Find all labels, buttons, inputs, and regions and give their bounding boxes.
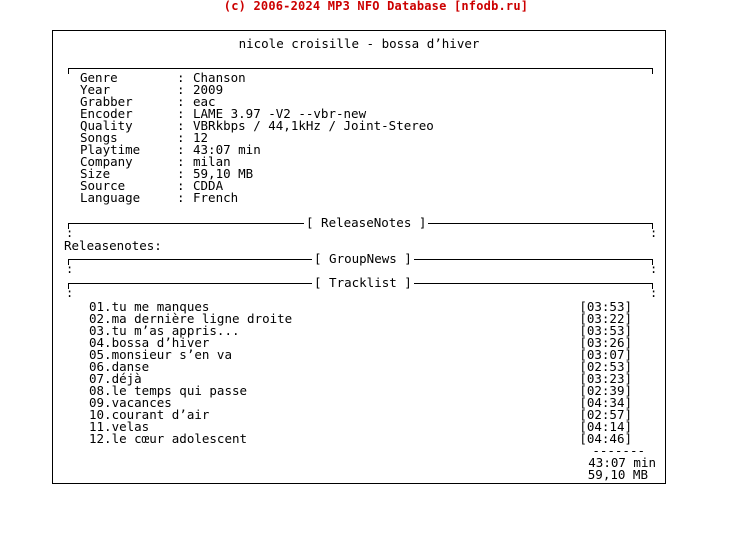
- track-name: 01.tu me manques: [89, 299, 210, 314]
- info-key: Size: [80, 166, 111, 181]
- track-duration: [02:57]: [579, 407, 632, 422]
- info-key: Playtime: [80, 142, 141, 157]
- track-name: 05.monsieur s’en va: [89, 347, 232, 362]
- groupnews-left-colon: :: [66, 262, 74, 276]
- info-separator: :: [177, 166, 185, 181]
- info-separator: :: [177, 118, 185, 133]
- info-key: Songs: [80, 130, 118, 145]
- info-value: CDDA: [193, 178, 224, 193]
- track-name: 03.tu m’as appris...: [89, 323, 240, 338]
- total-playtime: 43:07 min: [588, 455, 656, 470]
- info-separator: :: [177, 142, 185, 157]
- groupnews-right-colon: :: [650, 262, 658, 276]
- releasenotes-right-colon: :: [650, 226, 658, 240]
- track-duration: [04:34]: [579, 395, 632, 410]
- info-key: Encoder: [80, 106, 133, 121]
- release-title: nicole croisille - bossa d’hiver: [238, 36, 480, 51]
- track-name: 08.le temps qui passe: [89, 383, 248, 398]
- track-duration: [02:53]: [579, 359, 632, 374]
- track-duration: [03:23]: [579, 371, 632, 386]
- track-name: 12.le cœur adolescent: [89, 431, 248, 446]
- track-duration: [03:22]: [579, 311, 632, 326]
- info-key: Year: [80, 82, 111, 97]
- info-separator: :: [177, 154, 185, 169]
- info-key: Quality: [80, 118, 133, 133]
- total-size: 59,10 MB: [587, 467, 648, 482]
- info-value: Chanson: [193, 70, 246, 85]
- info-separator: :: [177, 106, 185, 121]
- track-name: 04.bossa d’hiver: [89, 335, 210, 350]
- info-value: 59,10 MB: [193, 166, 254, 181]
- track-name: 11.velas: [89, 419, 150, 434]
- info-key: Genre: [80, 70, 118, 85]
- nfo-frame: [52, 30, 666, 484]
- track-name: 06.danse: [89, 359, 150, 374]
- track-duration: [02:39]: [579, 383, 632, 398]
- info-value: 12: [193, 130, 209, 145]
- track-duration: [03:53]: [579, 323, 632, 338]
- releasenotes-left-colon: :: [66, 226, 74, 240]
- info-value: LAME 3.97 -V2 --vbr-new: [193, 106, 367, 121]
- info-separator: :: [177, 94, 185, 109]
- info-separator: :: [177, 70, 185, 85]
- site-banner: (c) 2006-2024 MP3 NFO Database [nfodb.ru]: [223, 0, 529, 13]
- info-value: 2009: [193, 82, 224, 97]
- groupnews-header: [ GroupNews ]: [314, 251, 412, 266]
- info-separator: :: [177, 130, 185, 145]
- info-value: French: [193, 190, 239, 205]
- info-key: Language: [80, 190, 141, 205]
- info-value: VBRkbps / 44,1kHz / Joint-Stereo: [193, 118, 434, 133]
- info-value: milan: [193, 154, 231, 169]
- releasenotes-body: Releasenotes:: [64, 238, 162, 253]
- info-key: Source: [80, 178, 126, 193]
- track-duration: [04:46]: [579, 431, 632, 446]
- info-key: Grabber: [80, 94, 133, 109]
- info-top-rule: [68, 68, 653, 69]
- info-separator: :: [177, 178, 185, 193]
- track-name: 02.ma dernière ligne droite: [89, 311, 293, 326]
- track-name: 10.courant d’air: [89, 407, 210, 422]
- tracklist-right-colon: :: [650, 286, 658, 300]
- info-value: 43:07 min: [193, 142, 261, 157]
- tracklist-left-colon: :: [66, 286, 74, 300]
- info-value: eac: [193, 94, 216, 109]
- totals-rule: -------: [592, 443, 645, 458]
- releasenotes-header: [ ReleaseNotes ]: [306, 215, 427, 230]
- track-name: 09.vacances: [89, 395, 172, 410]
- track-duration: [03:53]: [579, 299, 632, 314]
- info-separator: :: [177, 190, 185, 205]
- info-key: Company: [80, 154, 133, 169]
- track-duration: [04:14]: [579, 419, 632, 434]
- track-duration: [03:07]: [579, 347, 632, 362]
- track-duration: [03:26]: [579, 335, 632, 350]
- info-top-right-tick: [652, 68, 653, 74]
- track-name: 07.déjà: [89, 371, 142, 386]
- info-top-left-tick: [68, 68, 69, 74]
- tracklist-header: [ Tracklist ]: [314, 275, 412, 290]
- info-separator: :: [177, 82, 185, 97]
